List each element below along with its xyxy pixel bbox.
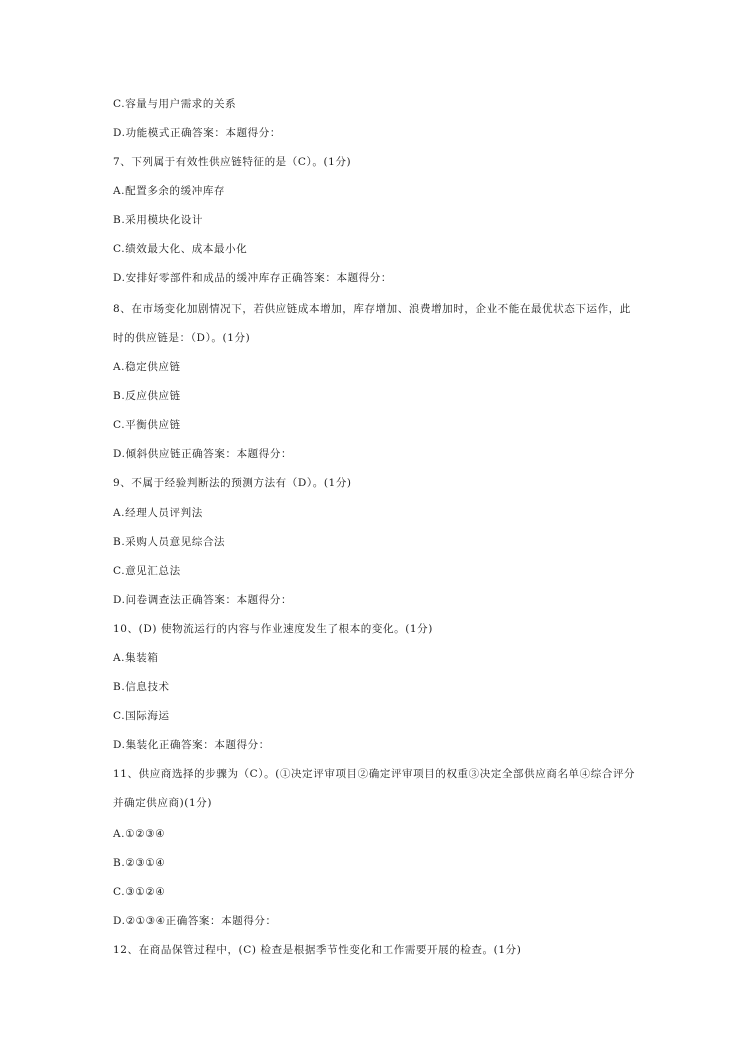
- option-line: B.②③①④: [113, 857, 166, 869]
- option-line: B.信息技术: [113, 681, 170, 693]
- text-line: C.容量与用户需求的关系: [113, 98, 237, 110]
- question-9: 9、不属于经验判断法的预测方法有（D）。(1分): [113, 477, 352, 489]
- option-line: A.①②③④: [113, 828, 166, 840]
- question-10: 10、(D) 使物流运行的内容与作业速度发生了根本的变化。(1分): [113, 623, 433, 635]
- question-7: 7、下列属于有效性供应链特征的是（C）。(1分): [113, 156, 352, 168]
- option-line: C.绩效最大化、成本最小化: [113, 243, 248, 255]
- option-line: C.意见汇总法: [113, 565, 181, 577]
- option-line: D.问卷调查法正确答案：本题得分：: [113, 594, 293, 606]
- question-12: 12、在商品保管过程中，(C) 检查是根据季节性变化和工作需要开展的检查。(1分): [113, 944, 522, 956]
- question-8: 8、在市场变化加剧情况下，若供应链成本增加，库存增加、浪费增加时，企业不能在最优状态下运作，此: [113, 303, 631, 315]
- option-line: C.平衡供应链: [113, 419, 181, 431]
- text-line: D.功能模式正确答案：本题得分：: [113, 127, 281, 139]
- option-line: C.③①②④: [113, 886, 166, 898]
- option-line: D.倾斜供应链正确答案：本题得分：: [113, 448, 293, 460]
- question-8-continued: 时的供应链是：（D）。(1分): [113, 332, 251, 344]
- option-line: A.集装箱: [113, 652, 159, 664]
- option-line: B.采购人员意见综合法: [113, 536, 226, 548]
- question-11-continued: 并确定供应商)(1分): [113, 797, 213, 809]
- option-line: A.稳定供应链: [113, 361, 181, 373]
- question-11: 11、供应商选择的步骤为（C）。(①决定评审项目②确定评审项目的权重③决定全部供应商名单④综合评分: [113, 768, 636, 780]
- option-line: A.经理人员评判法: [113, 507, 203, 519]
- option-line: D.②①③④正确答案：本题得分：: [113, 915, 277, 927]
- option-line: B.反应供应链: [113, 390, 181, 402]
- option-line: D.集装化正确答案：本题得分：: [113, 739, 270, 751]
- option-line: D.安排好零部件和成品的缓冲库存正确答案：本题得分：: [113, 272, 392, 284]
- option-line: B.采用模块化设计: [113, 214, 203, 226]
- option-line: A.配置多余的缓冲库存: [113, 185, 226, 197]
- option-line: C.国际海运: [113, 710, 170, 722]
